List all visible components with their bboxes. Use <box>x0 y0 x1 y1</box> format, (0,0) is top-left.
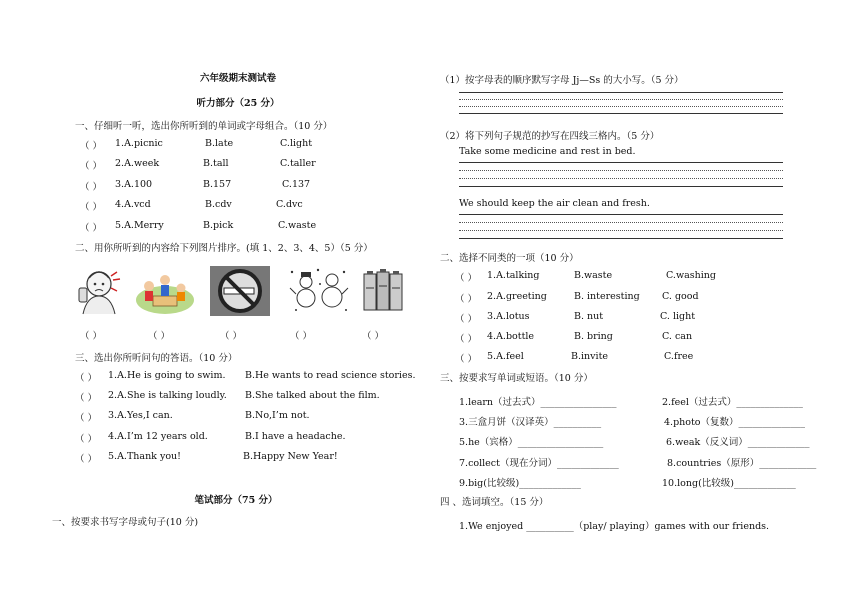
option-a: 5.A.Thank you! <box>108 451 181 462</box>
w4-heading: 三、按要求写单词或短语。（10 分） <box>440 373 593 384</box>
answer-bracket[interactable]: （ ） <box>75 393 98 404</box>
option-c: C. can <box>662 331 693 342</box>
word-question[interactable]: 1.learn（过去式）________________ <box>459 397 617 408</box>
answer-bracket[interactable]: （ ） <box>75 434 98 445</box>
option-a: 1.A.talking <box>487 270 540 281</box>
word-question[interactable]: 7.collect（现在分词）_____________ <box>459 458 619 469</box>
option-a: 3.A.Yes,I can. <box>108 410 173 421</box>
s1-heading: 一、仔细听一听，选出你所听到的单词或字母组合。（10 分） <box>75 121 333 132</box>
w3-heading: 二、选择不同类的一项（10 分） <box>440 253 579 264</box>
answer-bracket[interactable]: （ ） <box>75 413 98 424</box>
option-a: 2.A.greeting <box>487 291 547 302</box>
option-c: C.dvc <box>276 199 303 210</box>
answer-bracket[interactable]: （ ） <box>75 373 98 384</box>
option-b: B.tall <box>203 158 229 169</box>
batteries-icon <box>362 268 406 316</box>
word-question[interactable]: 9.big(比较级)_____________ <box>459 478 581 489</box>
option-a: 2.A.She is talking loudly. <box>108 390 227 401</box>
option-a: 4.A.vcd <box>115 199 151 210</box>
option-b: B.pick <box>203 220 234 231</box>
word-question[interactable]: 2.feel（过去式）______________ <box>662 397 803 408</box>
w1-heading: （1）按字母表的顺序默写字母 Jj—Ss 的大小写。（5 分） <box>440 75 684 86</box>
option-b: B.She talked about the film. <box>245 390 380 401</box>
option-b: B.I have a headache. <box>245 431 346 442</box>
copy-sentence: Take some medicine and rest in bed. <box>459 146 636 157</box>
option-c: C.waste <box>278 220 317 231</box>
writing-section-title: 笔试部分（75 分） <box>194 495 278 506</box>
word-question[interactable]: 8.countries（原形）____________ <box>667 458 817 469</box>
picnic-family-icon <box>135 268 195 316</box>
option-c: C.137 <box>282 179 311 190</box>
no-smoking-icon <box>210 266 270 316</box>
option-a: 1.A.picnic <box>115 138 163 149</box>
option-b: B.Happy New Year! <box>243 451 338 462</box>
option-a: 1.A.He is going to swim. <box>108 370 226 381</box>
answer-bracket[interactable]: （ ） <box>455 314 478 325</box>
option-a: 4.A.bottle <box>487 331 535 342</box>
option-c: C.washing <box>666 270 716 281</box>
option-b: B.157 <box>203 179 232 190</box>
option-a: 5.A.feel <box>487 351 524 362</box>
option-b: B. nut <box>574 311 604 322</box>
w2-heading: （2）将下列句子规范的抄写在四线三格内。（5 分） <box>440 131 660 142</box>
word-question[interactable]: 3.三盒月饼（汉译英）__________ <box>459 417 602 428</box>
option-b: B.cdv <box>205 199 232 210</box>
option-a: 4.A.I’m 12 years old. <box>108 431 208 442</box>
option-b: B. bring <box>574 331 613 342</box>
sick-child-icon <box>73 266 129 314</box>
snowman-icon <box>288 266 350 314</box>
option-b: B.He wants to read science stories. <box>245 370 416 381</box>
answer-bracket[interactable]: （ ） <box>80 182 103 193</box>
s2-heading: 二、用你所听到的内容给下列图片排序。(填 1、2、3、4、5）（5 分） <box>75 243 373 254</box>
word-question[interactable]: 6.weak（反义词）_____________ <box>666 437 810 448</box>
listening-section-title: 听力部分（25 分） <box>196 98 280 109</box>
option-b: B.waste <box>574 270 613 281</box>
s3-heading: 三、选出你所听问句的答语。（10 分） <box>75 353 238 364</box>
picture-answer-bracket[interactable]: （ ） <box>362 331 385 342</box>
option-b: B.late <box>205 138 234 149</box>
answer-bracket[interactable]: （ ） <box>80 141 103 152</box>
fill-in-question[interactable]: 1.We enjoyed __________（play/ playing）games with our friends. <box>459 521 770 532</box>
answer-bracket[interactable]: （ ） <box>455 273 478 284</box>
option-c: C.free <box>664 351 694 362</box>
option-a: 2.A.week <box>115 158 160 169</box>
answer-bracket[interactable]: （ ） <box>455 354 478 365</box>
s4-heading: 一、按要求书写字母或句子(10 分) <box>52 517 199 528</box>
option-b: B. interesting <box>574 291 640 302</box>
answer-bracket[interactable]: （ ） <box>75 454 98 465</box>
word-question[interactable]: 5.he（宾格）__________________ <box>459 437 604 448</box>
option-c: C.light <box>280 138 313 149</box>
w5-heading: 四 、选词填空。（15 分） <box>440 497 549 508</box>
option-c: C. good <box>662 291 699 302</box>
picture-answer-bracket[interactable]: （ ） <box>80 331 103 342</box>
option-a: 5.A.Merry <box>115 220 164 231</box>
word-question[interactable]: 4.photo（复数）______________ <box>664 417 806 428</box>
option-a: 3.A.100 <box>115 179 153 190</box>
word-question[interactable]: 10.long(比较级)_____________ <box>662 478 796 489</box>
option-b: B.No,I’m not. <box>245 410 310 421</box>
answer-bracket[interactable]: （ ） <box>455 334 478 345</box>
option-b: B.invite <box>571 351 609 362</box>
answer-bracket[interactable]: （ ） <box>80 161 103 172</box>
answer-bracket[interactable]: （ ） <box>80 202 103 213</box>
picture-answer-bracket[interactable]: （ ） <box>220 331 243 342</box>
copy-sentence: We should keep the air clean and fresh. <box>459 198 650 209</box>
option-a: 3.A.lotus <box>487 311 530 322</box>
answer-bracket[interactable]: （ ） <box>80 223 103 234</box>
option-c: C.taller <box>280 158 316 169</box>
picture-answer-bracket[interactable]: （ ） <box>290 331 313 342</box>
exam-title: 六年级期末测试卷 <box>199 73 277 84</box>
picture-answer-bracket[interactable]: （ ） <box>148 331 171 342</box>
answer-bracket[interactable]: （ ） <box>455 294 478 305</box>
option-c: C. light <box>660 311 696 322</box>
